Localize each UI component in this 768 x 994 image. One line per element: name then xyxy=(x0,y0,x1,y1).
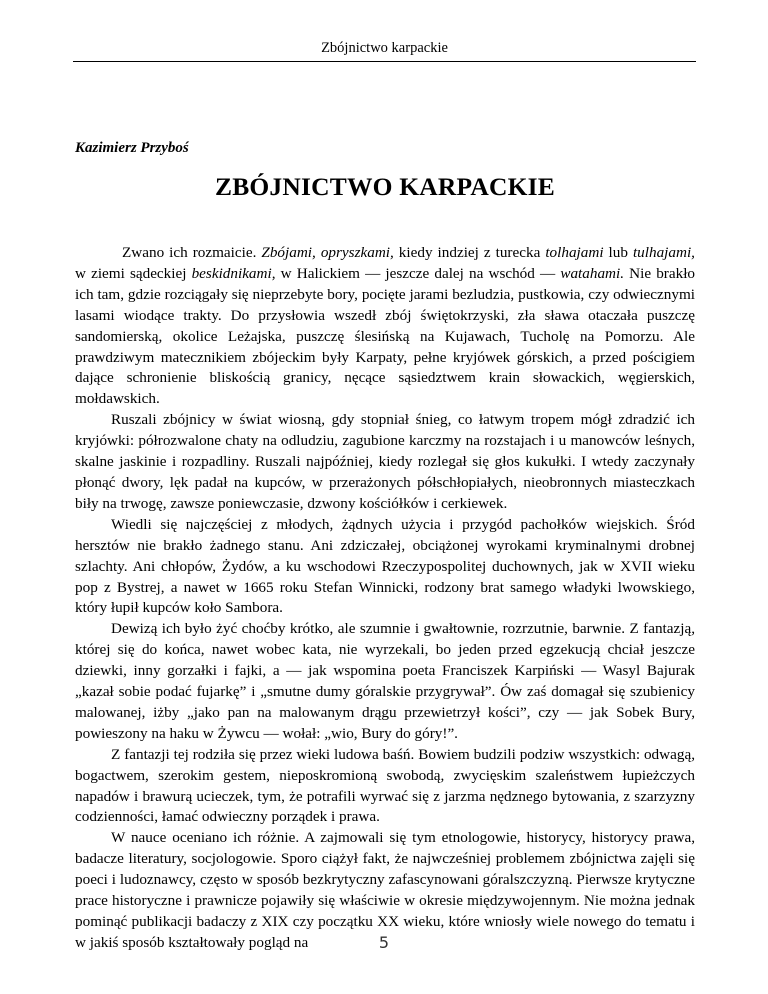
text-run: Nie brakło ich tam, gdzie rozciągały się nieprzebyte bory, pocięte jarami bezludzia, pustkowia, czy odwiecznymi lasami wiodące trakty. Do przysłowia wszedł zbój świętokrzyski, zła sława otaczała puszczę sandomierską, okolice Leżajska, puszczę ślesińską na Kujawach, Tucholę na Pomorzu. Ale prawdziwym matecznikiem zbójeckim były Karpaty, pełne kryjówek górskich, a przed pościgiem dające schronienie bliskością granicy, nęcące sąsiedztwem krain słowackich, węgierskich, mołdawskich. xyxy=(75,264,696,408)
italic-term: Zbójami, opryszkami, xyxy=(261,244,394,261)
text-run: Zwano ich rozmaicie. xyxy=(122,244,262,261)
author-name: Kazimierz Przyboś xyxy=(75,140,189,156)
text-run: lub xyxy=(603,244,633,261)
article-title: ZBÓJNICTWO KARPACKIE xyxy=(214,172,556,201)
paragraph-6: W nauce oceniano ich różnie. A zajmowali się tym etnologowie, historycy, historycy prawa, badacze literatury, socjologowie. Sporo ciążył fakt, że najwcześniej problemem zbójnictwa zajęli się poeci i ludoznawcy, często w sposób bezkrytyczny zafascynowani góralszczyzną. Pierwsze krytyczne prace historyczne i prawnicze pojawiły się właściwie w okresie międzywojennym. Nie można jednak pominąć publikacji badaczy z XIX czy początku XX wieku, które wniosły wiele nowego do tematu i w jakiś sposób kształtowały pogląd na xyxy=(75,829,695,951)
text-run: w ziemi sądeckiej xyxy=(75,264,192,282)
text-run: kiedy indziej z turecka xyxy=(393,244,546,261)
paragraph-1 xyxy=(75,243,695,410)
text-run: w Halickiem — jeszcze dalej na wschód — xyxy=(275,264,561,282)
italic-term: tulhajami, xyxy=(632,244,695,261)
paragraph-2: Ruszali zbójnicy w świat wiosną, gdy stopniał śnieg, co łatwym tropem mógł zdradzić ich kryjówki: półrozwalone chaty na odludziu, zagubione karczmy na rozstajach i u manowców leśnych, skalne jaskinie i rozpadliny. Ruszali najpóźniej, kiedy rozlegał się głos kukułki. I wtedy zaczynały płonąć dwory, lęk padał na kupców, w przerażonych półschłopiałych, nieobronnych miasteczkach biły na trwogę, zawsze poniewczasie, dzwony kościółków i cerkiewek. xyxy=(75,411,695,512)
page-number: 5 xyxy=(378,933,390,952)
article-body xyxy=(75,243,695,954)
running-header: Zbójnictwo karpackie xyxy=(321,40,448,56)
italic-term: watahami. xyxy=(560,264,625,282)
paragraph-5: Z fantazji tej rodziła się przez wieki ludowa baśń. Bowiem budzili podziw wszystkich: odwagą, bogactwem, szerokim gestem, nieposkromioną swobodą, zwycięskim szaleństwem łupieżczych napadów i brawurą ucieczek, tym, że potrafili wyrwać się z jarzma nędznego bytowania, z szarzyzny codzienności, łamać odwieczny porządek i prawa. xyxy=(75,745,695,826)
italic-term: tolhajami xyxy=(545,244,604,261)
paragraph-3: Wiedli się najczęściej z młodych, żądnych użycia i przygód pachołków wiejskich. Śród hersztów nie brakło żadnego stanu. Ani zdziczałej, obciążonej wyrokami kryminalnymi drobnej szlachty. Ani chłopów, Żydów, a ku wschodowi Rzeczypospolitej duchownych, jak w XVII wieku pop z Bystrej, a nawet w 1665 roku Stefan Winnicki, rodzony brat samego władyki lwowskiego, który łupił kupców koło Sambora. xyxy=(75,515,695,617)
paragraph-4: Dewizą ich było żyć choćby krótko, ale szumnie i gwałtownie, rozrzutnie, barwnie. Z fantazją, której się do końca, nawet wobec kata, nie wyrzekali, bo jeden przed egzekucją chciał jeszcze dziewki, inny gorzałki i fajki, a — jak wspomina poeta Franciszek Karpiński — Wasyl Bajurak „kazał sobie podać fujarkę” i „smutne dumy góralskie przygrywał”. Ów zaś domagał się szubienicy malowanej, iżby „jako pan na malowanym drągu przewietrzył kości”, czy — jak Sobek Bury, powieszony na haku w Żywcu — wołał: „wio, Bury do góry!”. xyxy=(75,620,695,742)
header-rule xyxy=(73,61,696,62)
italic-term: beskidnikami, xyxy=(191,264,276,282)
